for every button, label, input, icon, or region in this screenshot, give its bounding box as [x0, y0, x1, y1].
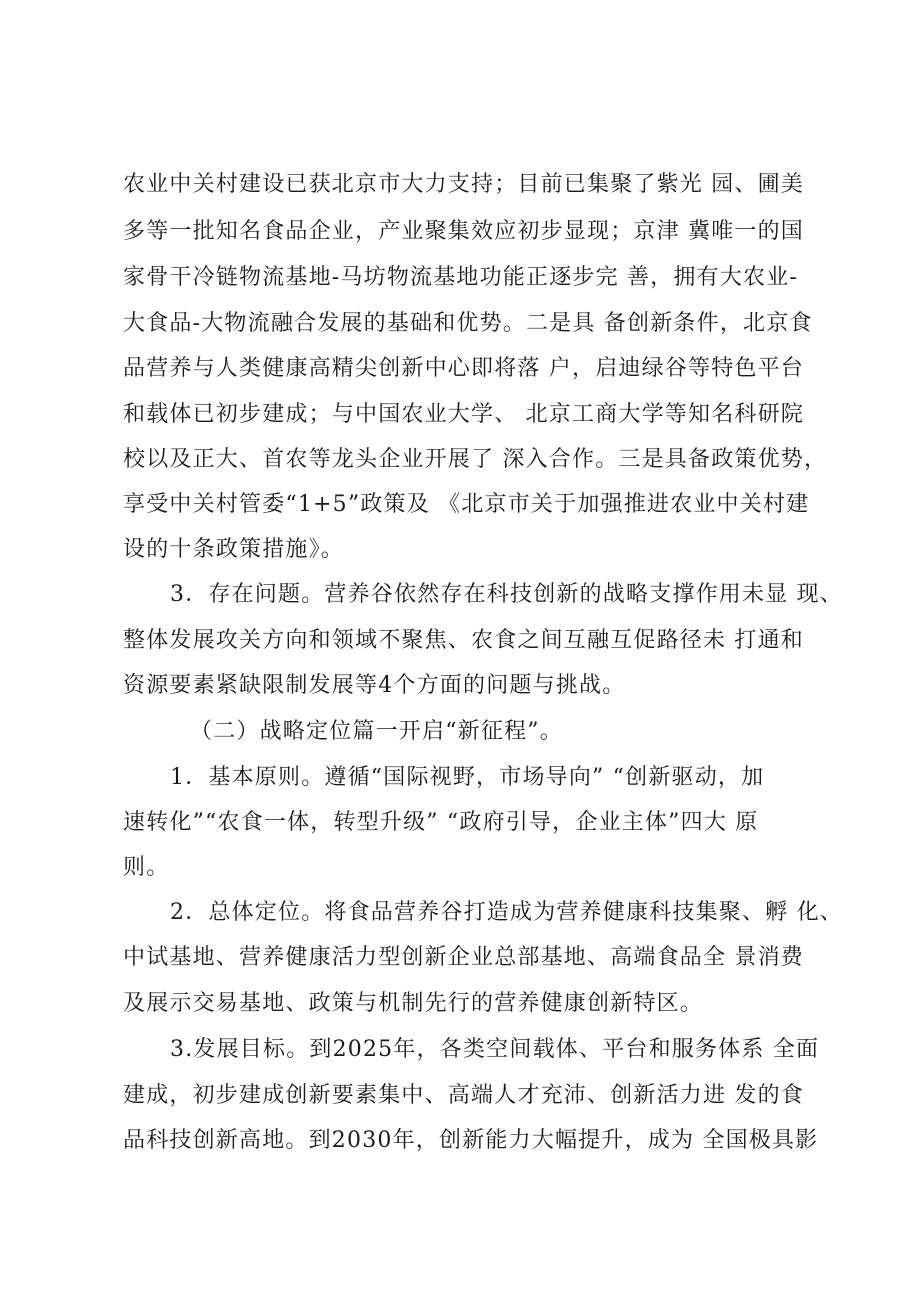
text-line: 享受中关村管委“1+5”政策及 《北京市关于加强推进农业中关村建 [123, 492, 810, 517]
text-line: 则。 [123, 855, 170, 880]
text-line: 校以及正大、首农等龙头企业开展了 深入合作。三是具备政策优势， [123, 447, 828, 472]
text-line: 大食品-大物流融合发展的基础和优势。二是具 备创新条件，北京食 [123, 311, 813, 336]
paragraph-start-line: 1．基本原则。遵循“国际视野，市场导向” “创新驱动，加 [170, 765, 765, 790]
text-line: 及展示交易基地、政策与机制先行的营养健康创新特区。 [123, 991, 704, 1016]
text-line: 家骨干冷链物流基地-马坊物流基地功能正逐步完 善，拥有大农业- [123, 265, 799, 290]
text-line: 品科技创新高地。到2030年，创新能力大幅提升，成为 全国极具影 [123, 1128, 819, 1153]
section-heading: （二）战略定位篇一开启“新征程”。 [190, 719, 563, 744]
text-line: 资源要素紧缺限制发展等4个方面的问题与挑战。 [123, 673, 626, 698]
paragraph-start-line: 2．总体定位。将食品营养谷打造成为营养健康科技集聚、孵 化、 [170, 900, 843, 925]
paragraph-start-line: 3.发展目标。到2025年，各类空间载体、平台和服务体系 全面 [170, 1037, 820, 1062]
paragraph-start-line: 3．存在问题。营养谷依然存在科技创新的战略支撑作用未显 现、 [170, 582, 843, 607]
text-line: 多等一批知名食品企业，产业聚集效应初步显现；京津 冀唯一的国 [123, 219, 804, 244]
text-line: 和载体已初步建成；与中国农业大学、 北京工商大学等知名科研院 [123, 402, 804, 427]
text-line: 中试基地、营养健康活力型创新企业总部基地、高端食品全 景消费 [123, 945, 804, 970]
text-line: 建成，初步建成创新要素集中、高端人才充沛、创新活力进 发的食 [123, 1083, 804, 1108]
text-line: 设的十条政策措施》。 [123, 537, 345, 562]
text-line: 品营养与人类健康高精尖创新中心即将落 户，启迪绿谷等特色平台 [123, 356, 804, 381]
text-line: 农业中关村建设已获北京市大力支持；目前已集聚了紫光 园、圃美 [123, 172, 804, 197]
text-line: 速转化”“农食一体，转型升级” “政府引导，企业主体”四大 原 [123, 810, 759, 835]
text-line: 整体发展攻关方向和领域不聚焦、农食之间互融互促路径未 打通和 [123, 628, 804, 653]
